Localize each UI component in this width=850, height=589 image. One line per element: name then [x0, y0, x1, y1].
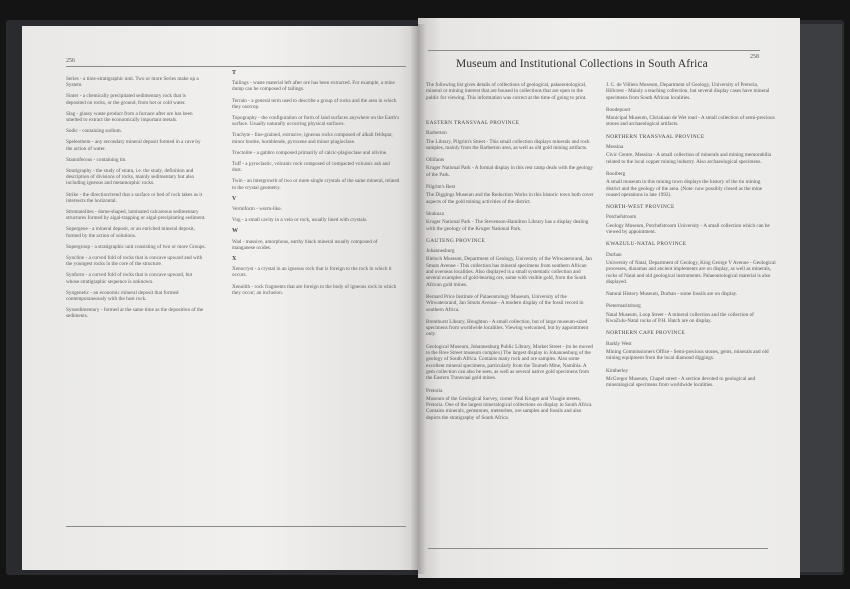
glossary-term: Twin — [232, 178, 243, 185]
province-heading: GAUTENG PROVINCE — [426, 237, 486, 244]
left-footer-rule — [66, 526, 406, 527]
town-name: Barkly West — [606, 340, 632, 347]
glossary-definition: - fine-grained, extrusive, igneous rocks composed of alkali feldspar, minor biotite, hornblende, pyroxene and minor plagioclase. — [232, 132, 393, 145]
glossary-term: Tailings — [232, 80, 249, 87]
glossary-entry — [232, 98, 400, 110]
glossary-entry — [66, 93, 206, 105]
museum-description: J. C. de Villiers Museum, Department of Geology, University of Pretoria, Hillcrest - Mainly a teaching collection, but several display cases have mineral specimens from South African localities. — [606, 82, 770, 101]
museum-description: University of Natal, Department of Geology, King George V Avenue - Geological processes, diaramas and ancient implements are on display, as well as minerals, rocks of Natal and old geological instruments. Palaeontological material is also displayed. — [606, 259, 776, 285]
glossary-term: Wad — [232, 238, 242, 245]
glossary-definition: - a gabbro composed primarily of calcic-plagioclase and olivine. — [252, 149, 388, 156]
glossary-definition: - the study of strata, i.e. the study, definition and description of divisions of rocks, mainly sedimentary but also including igneous and metamorphic rocks. — [66, 168, 195, 187]
town-name: Pilgrim's Rest — [426, 184, 456, 191]
glossary-definition: - a general term used to describe a group of rocks and the area in which they outcrop. — [232, 97, 397, 110]
museum-description: Kruger National Park - The Stevenson-Hamilton Library has a display dealing with the geology of the Kruger National Park. — [426, 219, 589, 232]
town-name: Pretoria — [426, 387, 443, 394]
museum-description: Mining Commissioners Office - Semi-precious stones, gems, minerals and old mining equipment from the local diamond diggings. — [606, 348, 769, 362]
province-heading: NORTH-WEST PROVINCE — [606, 204, 675, 211]
glossary-term: Topography — [232, 115, 257, 122]
glossary-term: Vug — [232, 217, 241, 224]
glossary-entry — [66, 272, 206, 284]
glossary-term: Supergene — [66, 226, 88, 233]
glossary-term: Troctolite — [232, 149, 253, 156]
glossary-term: Slag — [66, 110, 76, 117]
glossary-entry — [232, 217, 400, 223]
town-name: Messina — [606, 144, 624, 151]
town-name: Skukuza — [426, 210, 444, 217]
town-name: Potchefstroom — [606, 214, 637, 221]
left-page — [22, 26, 418, 570]
glossary-entry — [232, 206, 400, 212]
glossary-definition: - a curved fold of rocks that is concave upward, but whose stratigraphic sequence is unknown. — [66, 272, 193, 285]
glossary-term: Xenolith — [232, 283, 251, 290]
glossary-column-1 — [66, 76, 206, 325]
glossary-entry — [232, 284, 400, 296]
right-page-number: 258 — [750, 54, 759, 60]
museum-description: Civic Centre, Messina - A small collection of minerals and mining memorabilia related to the local copper mining industry. Also archaeological specimens. — [606, 152, 772, 165]
glossary-definition: - worm-like. — [254, 206, 282, 213]
glossary-definition: - formed at the same time as the deposition of the sediments. — [66, 307, 204, 320]
town-name: Barberton — [426, 130, 447, 137]
glossary-definition: - any secondary mineral deposit formed in a cave by the action of water. — [66, 139, 201, 152]
province-heading: NORTHERN CAPE PROVINCE — [606, 330, 686, 337]
glossary-term: Strike — [66, 191, 79, 198]
museum-description: Geological Museum, Johannesburg Public Library, Market Street - (to be moved to the Bree Street museum complex) The largest display in Johannesburg of the geology of South Africa. Contains many rock and ore samples. Also some excellent mineral specimens, particularly from the Tsumeb Mine, Namibia. A gem collection can also be seen, as well as several native gold specimens from the Eastern Transvaal gold mines. — [426, 343, 593, 382]
intro-paragraph: The following list gives details of collections of geological, palaeontological, mineral or mining interest that are housed in collections that are open to the public for viewing. This information was correct at the time of going to print. — [426, 82, 587, 101]
glossary-definition: - an intergrowth of two or more single crystals of the same mineral, related to the crystal geometry. — [232, 178, 400, 191]
glossary-entry — [66, 290, 206, 302]
right-page — [418, 18, 800, 578]
museum-description: A small museum in this mining town displays the history of the tin mining district and the geology of the area. (Note: now possibly closed as the mine ceased operations in late 1992). — [606, 179, 763, 198]
glossary-entry — [232, 178, 400, 190]
town-name: Johannesburg — [426, 248, 455, 255]
glossary-term: Series — [66, 76, 79, 82]
glossary-term: Stratigraphy — [66, 168, 92, 175]
right-header-rule — [428, 50, 760, 51]
museum-description: Natural History Museum, Durban - some fossils are on display. — [606, 291, 738, 298]
museum-description: The Diggings Museum and the Reduction Works in this historic town both cover aspects of the gold mining activities of the district. — [426, 192, 594, 205]
glossary-entry — [232, 150, 400, 156]
glossary-definition: - the configuration or form of land surfaces anywhere on the Earth's surface. Usually naturally occurring physical surfaces. — [232, 115, 400, 128]
glossary-definition: - a chemically precipitated sedimentary rock that is deposited on rocks, or the ground, from hot or cold water. — [66, 93, 186, 106]
glossary-term: Trachyte — [232, 132, 251, 139]
glossary-entry — [232, 80, 400, 92]
glossary-definition: - a crystal in an igneous rock that is foreign to the rock in which it occurs. — [232, 266, 392, 279]
glossary-column-2 — [232, 66, 400, 301]
town-name: Roodepoort — [606, 106, 631, 113]
town-name: Pietermaritzburg — [606, 303, 641, 310]
museum-description: Bernard Price Institute of Palaeontology Museum, University of the Witwatersrand, Jan Smuts Avenue - A modern display of the fossil record in southern Africa. — [426, 293, 584, 313]
town-name: Kimberley — [606, 367, 629, 374]
glossary-definition: - waste material left after ore has been extracted. For example, a mine dump can be composed of tailings. — [232, 80, 395, 93]
glossary-definition: - containing sodium. — [77, 128, 122, 135]
glossary-entry — [232, 239, 400, 251]
glossary-entry — [66, 192, 206, 204]
glossary-term: Tuff — [232, 161, 241, 168]
glossary-term: Stromatolites — [66, 209, 94, 216]
glossary-term: Vermiform — [232, 206, 255, 213]
glossary-letter-t: T — [232, 70, 237, 76]
glossary-letter-v: V — [232, 195, 237, 202]
glossary-term: Stanniferous — [66, 156, 93, 163]
glossary-entry — [232, 132, 400, 144]
glossary-term: Synsedimentary — [66, 307, 100, 314]
glossary-letter-w: W — [232, 228, 238, 235]
town-name: Rooiberg — [606, 170, 626, 177]
glossary-definition: - an economic mineral deposit that formed contemporaneously with the host rock. — [66, 289, 179, 303]
town-name: Durban — [606, 251, 622, 258]
museum-description: Kruger National Park - A formal display in this rest camp deals with the geology of the Park. — [426, 165, 594, 178]
town-name: Ollifants — [426, 157, 445, 164]
glossary-term: Speleothem — [66, 139, 91, 146]
glossary-entry — [66, 111, 206, 123]
glossary-definition: - glassy waste product from a furnace after ore has been smelted to extract the economically important metals. — [66, 110, 193, 124]
glossary-entry — [66, 307, 206, 319]
glossary-entry — [66, 244, 206, 250]
glossary-entry — [66, 255, 206, 267]
museum-description: Natal Museum, Loop Street - A mineral collection and the collection of KwaZulu-Natal rocks of P.H. Hatch are on display. — [606, 311, 754, 325]
museum-description: Municipal Museum, Christiaan de Wet road - A small collection of semi-precious stones and archaeological artifacts. — [606, 115, 775, 128]
glossary-definition: - dome-shaped, laminated calcareous sedimentary structures formed by algal-trapping or algal-precipitating sediment. — [66, 209, 206, 222]
glossary-term: Sinter — [66, 93, 79, 100]
glossary-entry — [232, 161, 400, 173]
glossary-entry — [66, 128, 206, 134]
glossary-entry — [66, 157, 206, 163]
left-page-number: 256 — [66, 58, 75, 64]
glossary-entry — [66, 139, 206, 151]
glossary-entry — [66, 226, 206, 238]
glossary-term: Syngenetic — [66, 289, 90, 296]
glossary-entry — [232, 115, 400, 127]
glossary-entry — [66, 209, 206, 221]
glossary-definition: - a time-stratigraphic unit. Two or more Series make up a System. — [66, 76, 199, 89]
museum-description: McGregor Museum, Chapel street - A section devoted to geological and mineralogical specimens from worldwide localities. — [606, 375, 756, 389]
glossary-definition: - a stratigraphic unit consisting of two or more Groups. — [90, 243, 206, 250]
museum-description: Bleloch Museum, Department of Geology, University of the Witwatersrand, Jan Smuts Avenue - This collection has mineral specimens from southern African and overseas localities. Also displayed is a small systematic collection and several examples of gold-bearing ore, some with visible gold, from the South African gold mines. — [426, 256, 592, 288]
province-heading: KWAZULU-NATAL PROVINCE — [606, 241, 687, 248]
glossary-term: Xenocryst — [232, 266, 254, 273]
province-heading: NORTHERN TRANSVAAL PROVINCE — [606, 133, 705, 140]
museum-column-2 — [606, 82, 776, 394]
glossary-term: Terrain — [232, 97, 247, 104]
page-title: Museum and Institutional Collections in South Africa — [456, 58, 708, 70]
glossary-entry — [232, 266, 400, 278]
province-heading: EASTERN TRANSVAAL PROVINCE — [426, 120, 520, 126]
museum-description: The Library, Pilgrim's Street - This small collection displays minerals and rock samples, mainly from the Barberton area, as well as old gold mining artifacts. — [426, 138, 590, 151]
glossary-term: Synform — [66, 272, 85, 279]
glossary-definition: - massive, amorphous, earthy black mineral usually composed of manganese oxides. — [232, 238, 378, 251]
glossary-entry — [66, 168, 206, 187]
glossary-definition: - the direction/trend that a surface or bed of rock takes as it intersects the horizontal. — [66, 191, 203, 204]
glossary-definition: - a mineral deposit, or an enriched mineral deposit, formed by the action of solutions. — [66, 226, 195, 239]
glossary-definition: - a pyroclastic, volcanic rock composed of compacted volcanic ash and dust. — [232, 161, 390, 174]
glossary-definition: - containing tin. — [92, 156, 127, 163]
book-gutter — [410, 24, 426, 574]
museum-description: Geology Museum, Potchefstroom University - A small collection which can be viewed by appointment. — [606, 222, 770, 236]
glossary-term: Sodic — [66, 128, 78, 135]
glossary-definition: - rock fragments that are foreign to the body of igneous rock in which they occur; an inclusion. — [232, 283, 397, 296]
glossary-term: Supergroup — [66, 243, 91, 250]
glossary-entry — [66, 76, 206, 88]
museum-description: Museum of the Geological Survey, corner Paul Kruger and Visagie streets, Pretoria. One of the largest mineralogical collections on display in South Africa. Contains minerals, gemstones, meteorites, ore samples and fossils and also depicts the stratigraphy of South Africa. — [426, 395, 593, 421]
right-footer-rule — [428, 548, 768, 549]
glossary-letter-x: X — [232, 256, 237, 263]
museum-column-1 — [426, 114, 594, 427]
glossary-definition: - a small cavity in a vein or rock, usually lined with crystals. — [240, 217, 368, 224]
glossary-term: Syncline — [66, 255, 85, 262]
glossary-definition: - a curved fold of rocks that is concave upward and with the youngest rocks in the core of the structure. — [66, 255, 203, 268]
museum-description: Brenthurst Library, Houghton - A small collection, but of large museum-sized specimens from worldwide localities. Viewing welcomed, but by appointment only. — [426, 318, 589, 338]
